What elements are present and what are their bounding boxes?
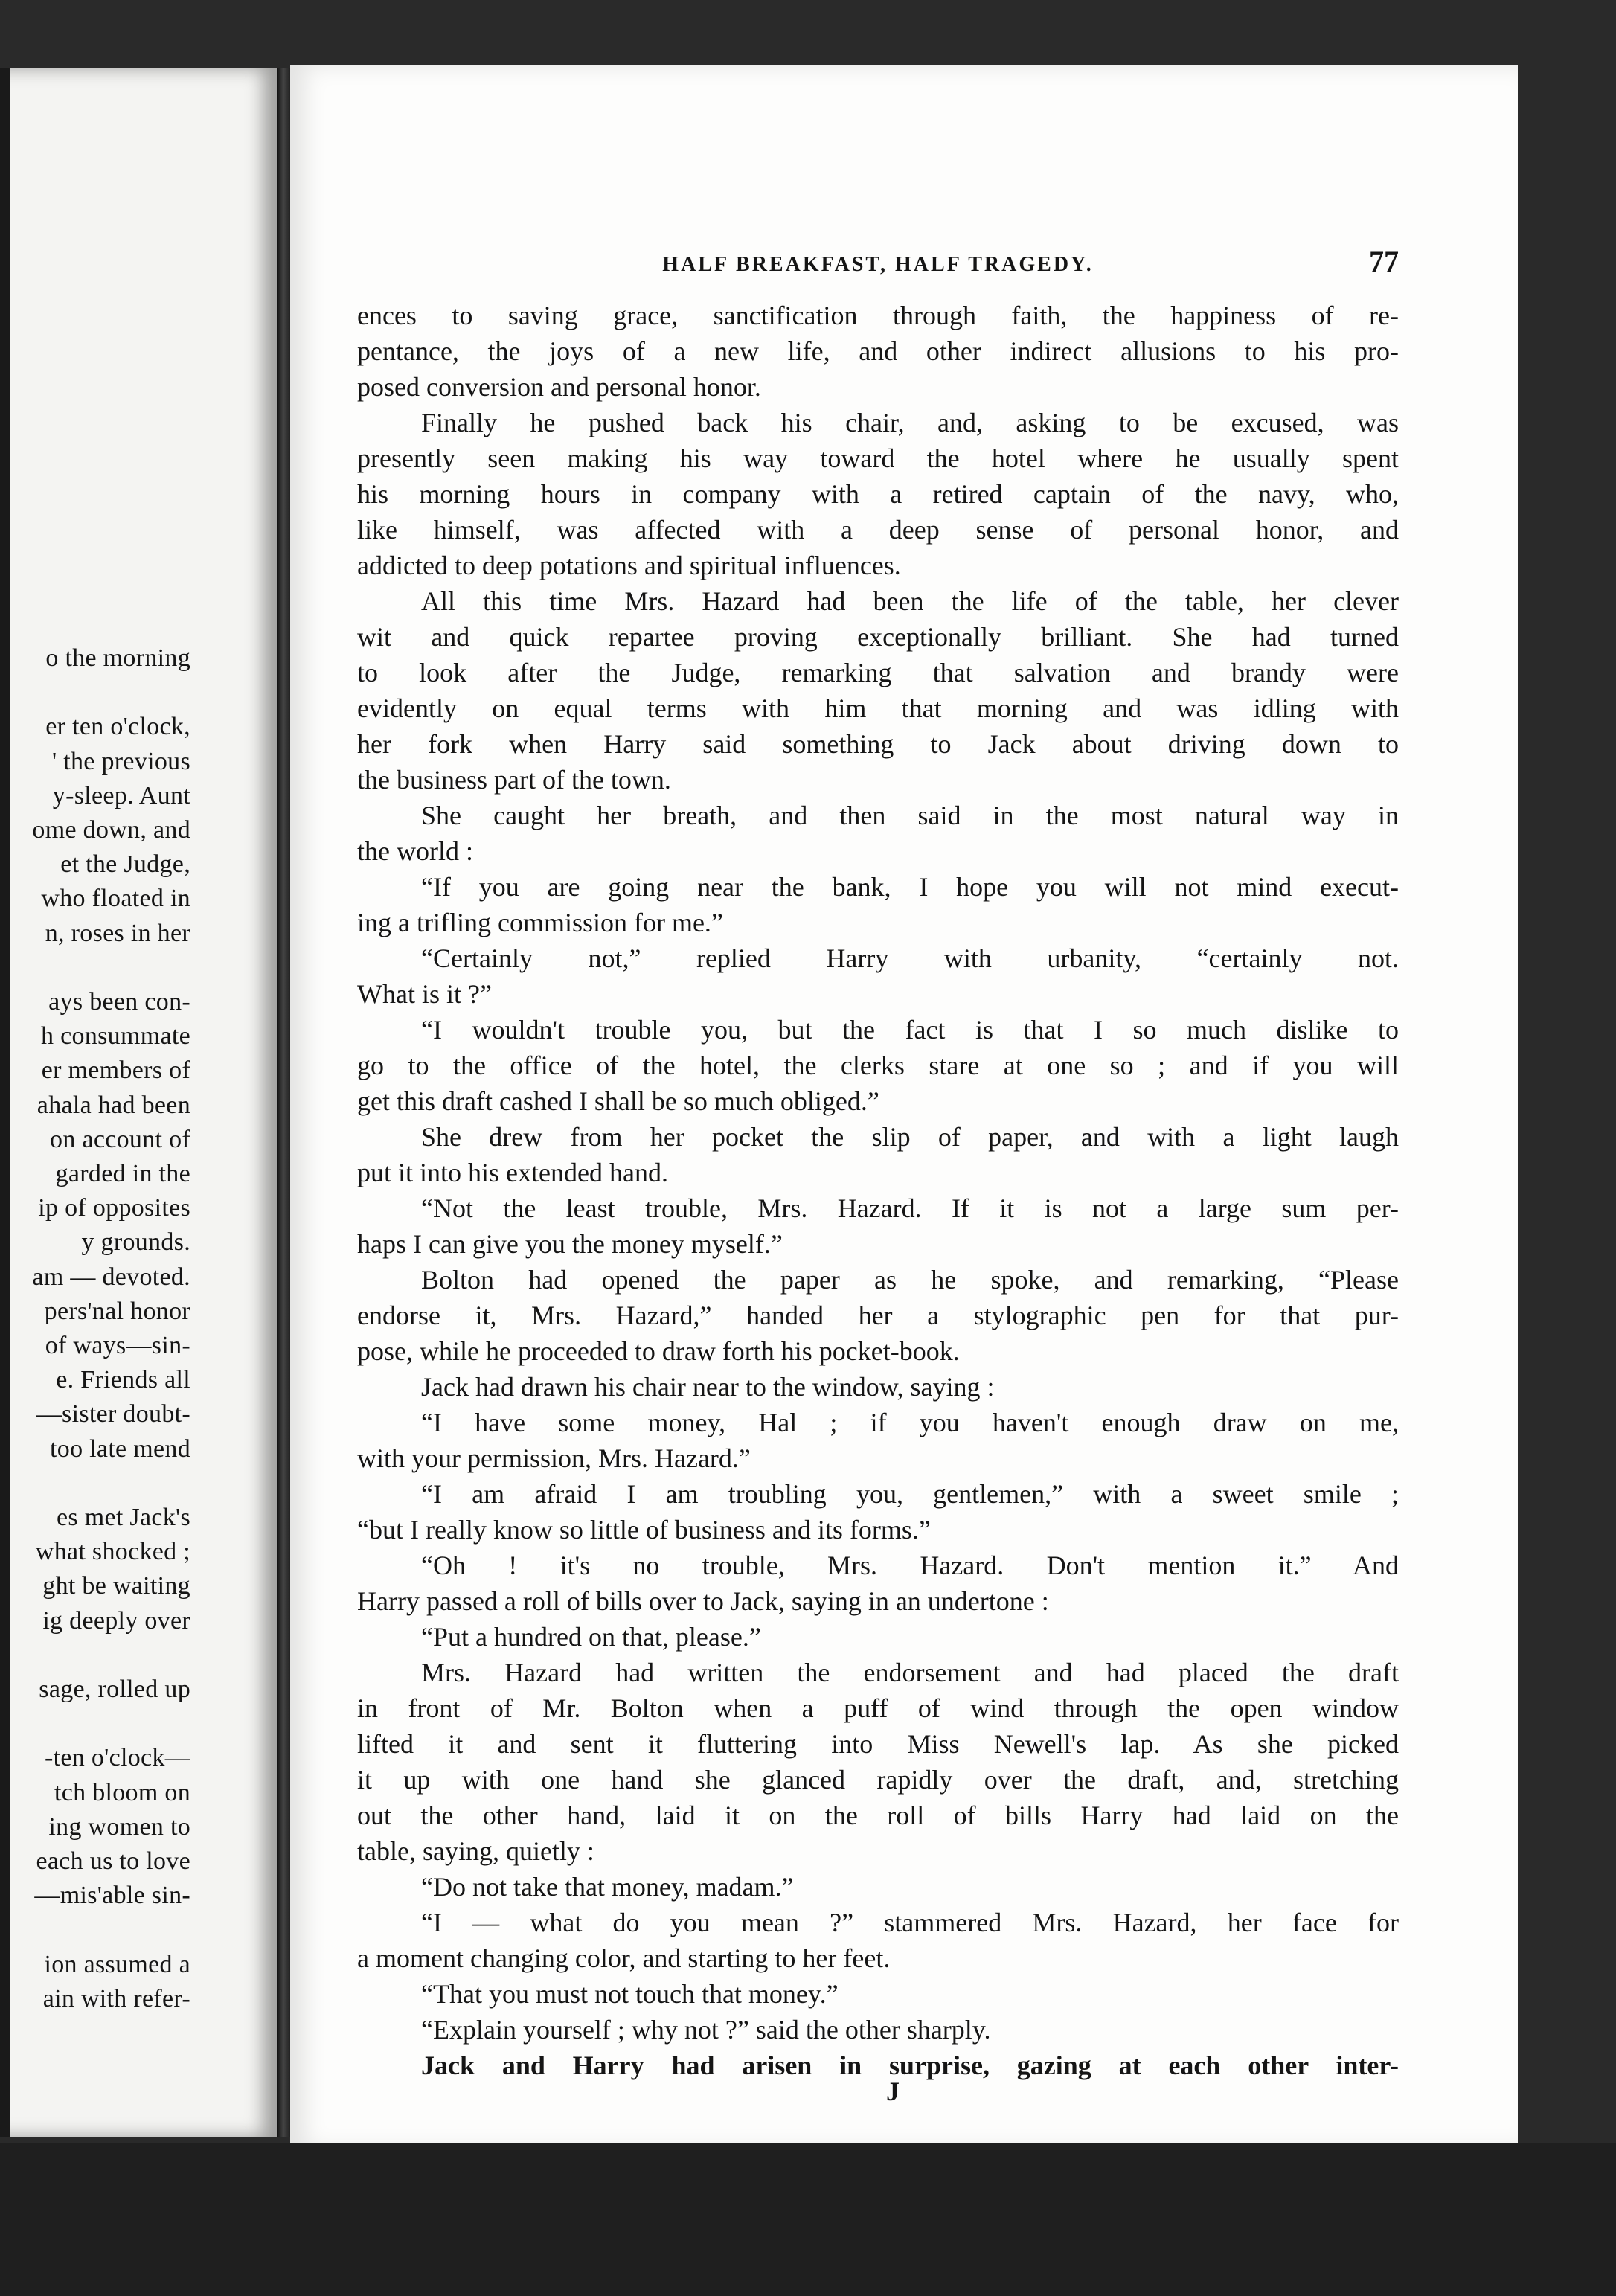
left-page-line: ahala had been — [36, 1091, 190, 1119]
left-page-line: sage, rolled up — [39, 1675, 190, 1703]
left-page-line: each us to love — [36, 1847, 190, 1875]
text-line: addicted to deep potations and spiritual influences. — [357, 551, 901, 580]
text-line: Finally he pushed back his chair, and, asking to be excused, was — [421, 408, 1399, 437]
left-page-line: et the Judge, — [60, 850, 190, 879]
left-facing-page — [0, 68, 277, 2137]
text-line: her fork when Harry said something to Jack about driving down to — [357, 729, 1399, 759]
left-page-line: e. Friends all — [56, 1366, 190, 1394]
text-line: Bolton had opened the paper as he spoke, and remarking, “Please — [421, 1265, 1399, 1295]
text-line: pentance, the joys of a new life, and other indirect allusions to his pro- — [357, 336, 1399, 366]
signature-mark: J — [886, 2077, 900, 2106]
left-page-line: —sister doubt- — [36, 1400, 190, 1428]
left-page-edge — [0, 68, 10, 2137]
text-line: like himself, was affected with a deep sense of personal honor, and — [357, 515, 1399, 545]
left-page-line: am — devoted. — [32, 1263, 190, 1291]
left-page-line: n, roses in her — [45, 919, 190, 947]
text-line: She caught her breath, and then said in the most natural way in — [421, 801, 1399, 830]
left-page-line: o the morning — [45, 644, 190, 672]
text-line: endorse it, Mrs. Hazard,” handed her a stylographic pen for that pur- — [357, 1301, 1399, 1330]
left-page-line: ig deeply over — [42, 1606, 190, 1635]
text-line: ing a trifling commission for me.” — [357, 908, 723, 937]
text-line: out the other hand, laid it on the roll of bills Harry had laid on the — [357, 1800, 1399, 1830]
text-line: posed conversion and personal honor. — [357, 372, 761, 402]
text-line: evidently on equal terms with him that morning and was idling with — [357, 693, 1399, 723]
left-page-line: -ten o'clock— — [44, 1744, 190, 1772]
text-line: the business part of the town. — [357, 765, 671, 795]
left-page-line: ing women to — [48, 1812, 190, 1841]
left-page-line: ome down, and — [32, 816, 190, 844]
left-page-line: er members of — [41, 1056, 190, 1085]
left-page-line: ip of opposites — [38, 1194, 190, 1222]
left-page-line: who floated in — [41, 885, 190, 913]
text-line: She drew from her pocket the slip of paper, and with a light laugh — [421, 1122, 1399, 1152]
text-line: lifted it and sent it fluttering into Miss Newell's lap. As she picked — [357, 1729, 1399, 1759]
text-line: “I — what do you mean ?” stammered Mrs. Hazard, her face for — [421, 1908, 1399, 1937]
left-page-line: what shocked ; — [35, 1538, 190, 1566]
left-page-line: on account of — [50, 1125, 190, 1153]
scan-background-bottom — [0, 2143, 1616, 2296]
text-line: “If you are going near the bank, I hope you will not mind execut- — [421, 872, 1399, 902]
left-page-line: ain with refer- — [42, 1984, 190, 2013]
text-line: “Certainly not,” replied Harry with urbanity, “certainly not. — [421, 943, 1399, 973]
text-line: “Explain yourself ; why not ?” said the other sharply. — [421, 2015, 991, 2045]
text-line: Jack and Harry had arisen in surprise, gazing at each other inter- — [421, 2050, 1399, 2080]
text-line: “Put a hundred on that, please.” — [421, 1622, 761, 1652]
running-head: HALF BREAKFAST, HALF TRAGEDY. — [662, 253, 1094, 276]
left-page-line: er ten o'clock, — [45, 713, 190, 741]
text-line: table, saying, quietly : — [357, 1836, 594, 1866]
left-page-line: es met Jack's — [57, 1504, 190, 1531]
left-page-line: —mis'able sin- — [34, 1882, 190, 1910]
text-line: “I have some money, Hal ; if you haven't enough draw on me, — [421, 1408, 1399, 1437]
text-line: it up with one hand she glanced rapidly over the draft, and, stretching — [357, 1765, 1399, 1795]
text-line: a moment changing color, and starting to her feet. — [357, 1943, 891, 1973]
text-line: the world : — [357, 836, 473, 866]
text-line: Harry passed a roll of bills over to Jack, saying in an undertone : — [357, 1586, 1049, 1616]
left-page-line: y-sleep. Aunt — [52, 781, 190, 809]
text-line: “That you must not touch that money.” — [421, 1979, 839, 2009]
page-number: 77 — [1369, 245, 1399, 278]
text-line: “but I really know so little of business and its forms.” — [357, 1515, 931, 1545]
text-line: get this draft cashed I shall be so much obliged.” — [357, 1086, 879, 1116]
text-line: presently seen making his way toward the hotel where he usually spent — [357, 443, 1399, 473]
body-text — [357, 298, 1399, 2083]
text-line: “Not the least trouble, Mrs. Hazard. If it is not a large sum per- — [421, 1193, 1399, 1223]
scan-background-right — [1518, 0, 1616, 2143]
text-line: pose, while he proceeded to draw forth his pocket-book. — [357, 1336, 960, 1366]
left-page-line: ays been con- — [48, 988, 190, 1016]
text-line: “Do not take that money, madam.” — [421, 1872, 794, 1902]
text-line: put it into his extended hand. — [357, 1158, 668, 1187]
text-line: with your permission, Mrs. Hazard.” — [357, 1443, 751, 1473]
text-line: haps I can give you the money myself.” — [357, 1229, 783, 1259]
text-line: “I wouldn't trouble you, but the fact is that I so much dislike to — [421, 1015, 1399, 1045]
text-line: go to the office of the hotel, the clerks stare at one so ; and if you will — [357, 1051, 1399, 1080]
left-page-line: h consummate — [41, 1022, 190, 1051]
book-gutter — [277, 68, 290, 2137]
left-page-line: ion assumed a — [44, 1950, 190, 1978]
left-page-line: ght be waiting — [42, 1572, 190, 1600]
text-line: Mrs. Hazard had written the endorsement and had placed the draft — [421, 1658, 1399, 1687]
left-page-line: pers'nal honor — [44, 1297, 190, 1325]
left-page-line: y grounds. — [81, 1228, 190, 1257]
text-line: “Oh ! it's no trouble, Mrs. Hazard. Don't mention it.” And — [421, 1551, 1399, 1580]
text-line: his morning hours in company with a retired captain of the navy, who, — [357, 479, 1399, 509]
text-line: All this time Mrs. Hazard had been the life of the table, her clever — [421, 586, 1399, 616]
left-page-line: of ways—sin- — [45, 1332, 190, 1359]
text-line: in front of Mr. Bolton when a puff of wind through the open window — [357, 1693, 1399, 1723]
text-line: to look after the Judge, remarking that salvation and brandy were — [357, 658, 1399, 687]
left-page-line: ' the previous — [52, 747, 190, 775]
text-line: ences to saving grace, sanctification through faith, the happiness of re- — [357, 301, 1399, 330]
text-line: What is it ?” — [357, 979, 492, 1009]
left-page-line: garded in the — [55, 1160, 190, 1187]
text-line: Jack had drawn his chair near to the window, saying : — [421, 1372, 995, 1402]
left-page-line: too late mend — [50, 1434, 190, 1463]
text-line: “I am afraid I am troubling you, gentlemen,” with a sweet smile ; — [421, 1479, 1399, 1509]
left-page-line: tch bloom on — [54, 1778, 190, 1806]
text-line: wit and quick repartee proving exceptionally brilliant. She had turned — [357, 622, 1399, 652]
